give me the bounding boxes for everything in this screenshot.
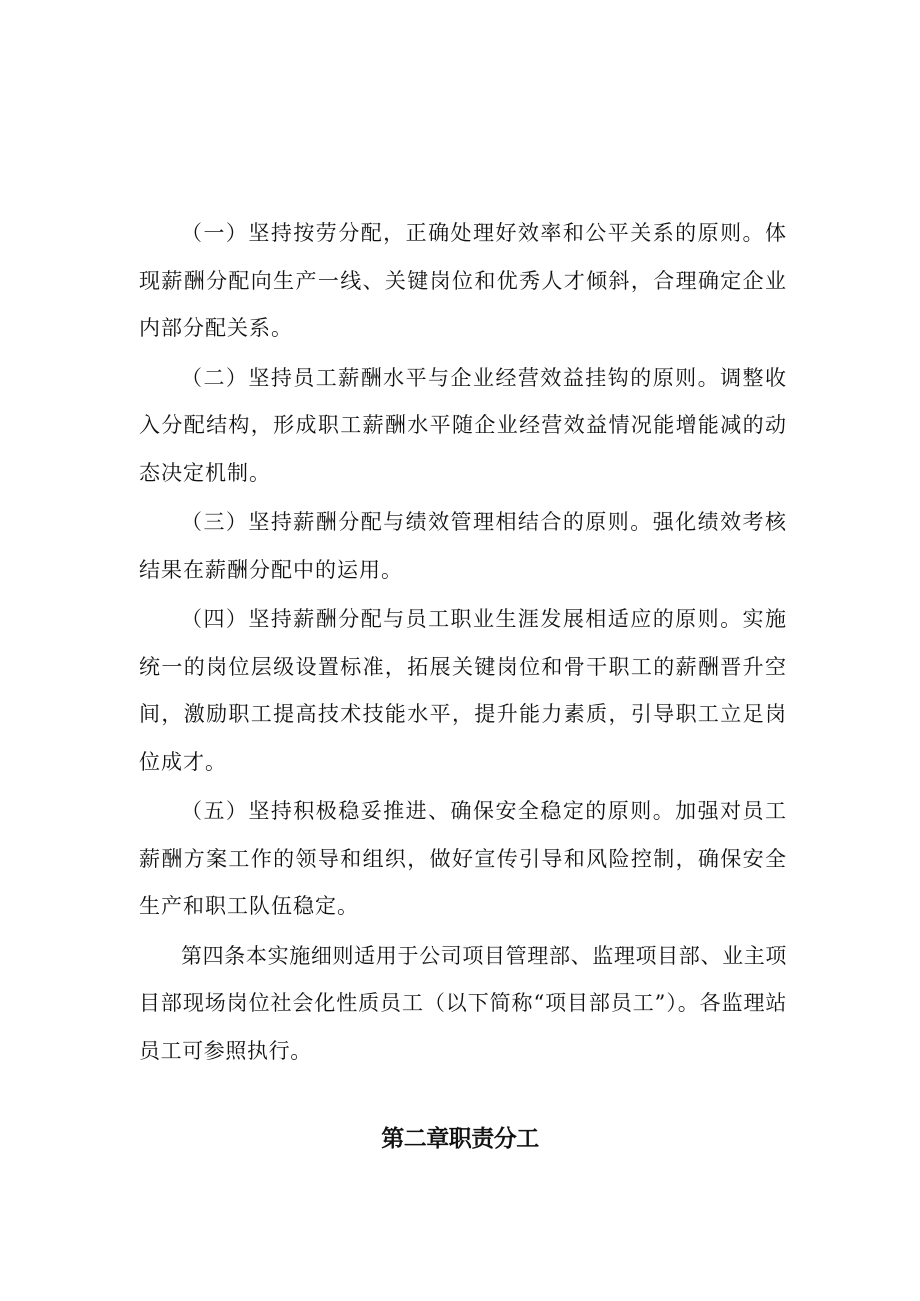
- document-body: [139, 210, 787, 1075]
- principle-3-paragraph: （三）坚持薪酬分配与绩效管理相结合的原则。强化绩效考核结果在薪酬分配中的运用。: [139, 510, 787, 582]
- article-4-paragraph: 第四条本实施细则适用于公司项目管理部、监理项目部、业主项目部现场岗位社会化性质员工（以下简称“项目部员工”）。各监理站员工可参照执行。: [139, 943, 787, 1063]
- principle-4-paragraph: （四）坚持薪酬分配与员工职业生涯发展相适应的原则。实施统一的岗位层级设置标准，拓展关键岗位和骨干职工的薪酬晋升空间，激励职工提高技术技能水平，提升能力素质，引导职工立足岗位成才。: [139, 607, 787, 774]
- chapter-heading: 第二章职责分工: [381, 1126, 539, 1152]
- principle-5-paragraph: （五）坚持积极稳妥推进、确保安全稳定的原则。加强对员工薪酬方案工作的领导和组织，做好宣传引导和风险控制，确保安全生产和职工队伍稳定。: [139, 799, 787, 918]
- principle-1-paragraph: （一）坚持按劳分配，正确处理好效率和公平关系的原则。体现薪酬分配向生产一线、关键岗位和优秀人才倾斜，合理确定企业内部分配关系。: [139, 221, 787, 340]
- principle-2-paragraph: （二）坚持员工薪酬水平与企业经营效益挂钩的原则。调整收入分配结构，形成职工薪酬水平随企业经营效益情况能增能减的动态决定机制。: [139, 365, 787, 485]
